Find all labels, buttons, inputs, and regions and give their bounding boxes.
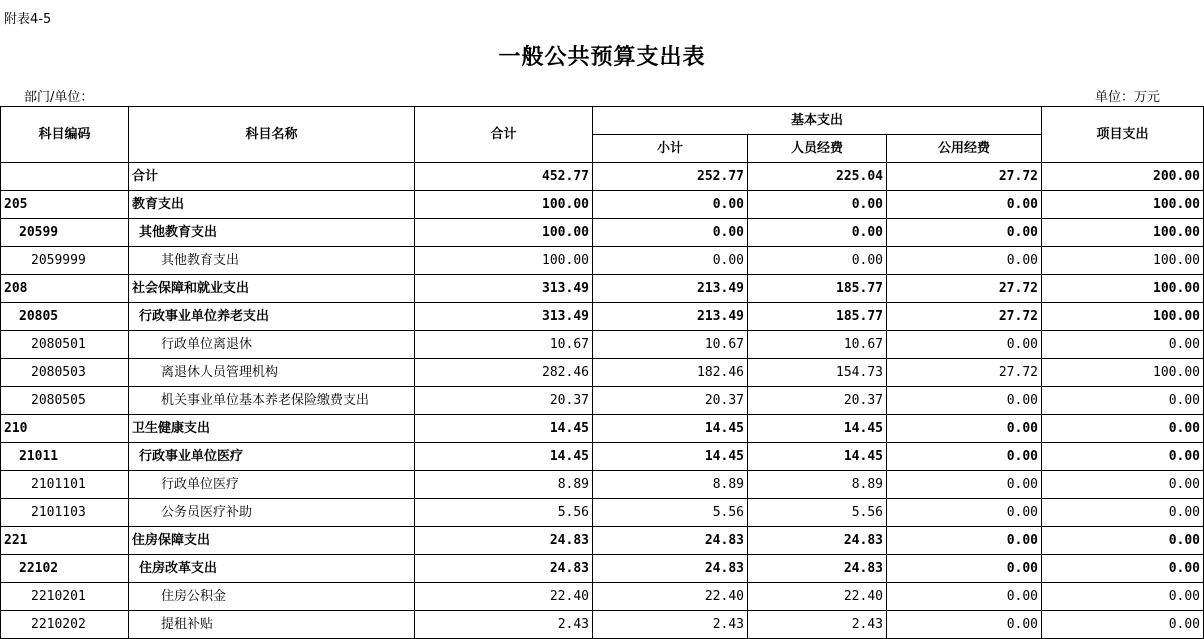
table-row bbox=[1, 331, 1204, 359]
cell-code: 2210202 bbox=[1, 611, 129, 639]
cell-project: 0.00 bbox=[1042, 583, 1204, 611]
cell-personnel: 10.67 bbox=[748, 331, 887, 359]
cell-personnel: 24.83 bbox=[748, 555, 887, 583]
table-row bbox=[1, 219, 1204, 247]
cell-code: 2059999 bbox=[1, 247, 129, 275]
cell-public: 27.72 bbox=[887, 303, 1042, 331]
cell-name: 住房改革支出 bbox=[129, 555, 415, 583]
cell-public: 0.00 bbox=[887, 471, 1042, 499]
cell-total: 10.67 bbox=[415, 331, 593, 359]
cell-code: 20599 bbox=[1, 219, 129, 247]
cell-subtotal: 213.49 bbox=[593, 275, 748, 303]
table-row bbox=[1, 527, 1204, 555]
cell-personnel: 14.45 bbox=[748, 443, 887, 471]
cell-public: 27.72 bbox=[887, 359, 1042, 387]
cell-subtotal: 20.37 bbox=[593, 387, 748, 415]
cell-name: 离退休人员管理机构 bbox=[129, 359, 415, 387]
cell-public: 0.00 bbox=[887, 331, 1042, 359]
cell-total: 14.45 bbox=[415, 443, 593, 471]
cell-subtotal: 24.83 bbox=[593, 527, 748, 555]
cell-personnel: 185.77 bbox=[748, 303, 887, 331]
header-personnel: 人员经费 bbox=[748, 135, 887, 163]
cell-project: 0.00 bbox=[1042, 331, 1204, 359]
annex-label: 附表4-5 bbox=[4, 12, 52, 27]
cell-name: 行政单位离退休 bbox=[129, 331, 415, 359]
cell-project: 100.00 bbox=[1042, 275, 1204, 303]
cell-personnel: 22.40 bbox=[748, 583, 887, 611]
cell-public: 0.00 bbox=[887, 415, 1042, 443]
table-row bbox=[1, 611, 1204, 639]
cell-project: 100.00 bbox=[1042, 247, 1204, 275]
cell-total: 14.45 bbox=[415, 415, 593, 443]
header-total: 合计 bbox=[415, 107, 593, 163]
cell-name: 公务员医疗补助 bbox=[129, 499, 415, 527]
cell-personnel: 5.56 bbox=[748, 499, 887, 527]
cell-subtotal: 0.00 bbox=[593, 247, 748, 275]
cell-subtotal: 252.77 bbox=[593, 163, 748, 191]
cell-total: 24.83 bbox=[415, 555, 593, 583]
header-project: 项目支出 bbox=[1042, 107, 1204, 163]
cell-public: 0.00 bbox=[887, 387, 1042, 415]
cell-name: 合计 bbox=[129, 163, 415, 191]
cell-personnel: 24.83 bbox=[748, 527, 887, 555]
cell-project: 0.00 bbox=[1042, 611, 1204, 639]
cell-total: 313.49 bbox=[415, 303, 593, 331]
cell-project: 200.00 bbox=[1042, 163, 1204, 191]
cell-code: 205 bbox=[1, 191, 129, 219]
cell-name: 行政单位医疗 bbox=[129, 471, 415, 499]
cell-total: 5.56 bbox=[415, 499, 593, 527]
cell-total: 100.00 bbox=[415, 219, 593, 247]
table-row bbox=[1, 443, 1204, 471]
cell-name: 其他教育支出 bbox=[129, 247, 415, 275]
cell-public: 27.72 bbox=[887, 163, 1042, 191]
cell-code: 2080503 bbox=[1, 359, 129, 387]
table-row bbox=[1, 387, 1204, 415]
cell-name: 行政事业单位医疗 bbox=[129, 443, 415, 471]
cell-project: 0.00 bbox=[1042, 443, 1204, 471]
cell-personnel: 0.00 bbox=[748, 219, 887, 247]
cell-name: 住房保障支出 bbox=[129, 527, 415, 555]
cell-total: 2.43 bbox=[415, 611, 593, 639]
cell-total: 282.46 bbox=[415, 359, 593, 387]
cell-code: 2101103 bbox=[1, 499, 129, 527]
cell-subtotal: 213.49 bbox=[593, 303, 748, 331]
cell-name: 机关事业单位基本养老保险缴费支出 bbox=[129, 387, 415, 415]
cell-subtotal: 5.56 bbox=[593, 499, 748, 527]
table-row bbox=[1, 163, 1204, 191]
cell-personnel: 0.00 bbox=[748, 191, 887, 219]
cell-public: 0.00 bbox=[887, 443, 1042, 471]
cell-name: 提租补贴 bbox=[129, 611, 415, 639]
cell-personnel: 2.43 bbox=[748, 611, 887, 639]
cell-public: 0.00 bbox=[887, 499, 1042, 527]
header-name: 科目名称 bbox=[129, 107, 415, 163]
cell-total: 8.89 bbox=[415, 471, 593, 499]
cell-subtotal: 182.46 bbox=[593, 359, 748, 387]
cell-personnel: 8.89 bbox=[748, 471, 887, 499]
cell-name: 卫生健康支出 bbox=[129, 415, 415, 443]
cell-project: 0.00 bbox=[1042, 555, 1204, 583]
cell-code: 210 bbox=[1, 415, 129, 443]
cell-code: 208 bbox=[1, 275, 129, 303]
cell-public: 0.00 bbox=[887, 247, 1042, 275]
cell-name: 其他教育支出 bbox=[129, 219, 415, 247]
cell-project: 0.00 bbox=[1042, 499, 1204, 527]
cell-subtotal: 24.83 bbox=[593, 555, 748, 583]
cell-project: 0.00 bbox=[1042, 415, 1204, 443]
cell-subtotal: 10.67 bbox=[593, 331, 748, 359]
cell-code: 2210201 bbox=[1, 583, 129, 611]
cell-code: 2080505 bbox=[1, 387, 129, 415]
cell-project: 0.00 bbox=[1042, 471, 1204, 499]
budget-expenditure-table bbox=[0, 106, 1204, 639]
cell-code: 221 bbox=[1, 527, 129, 555]
cell-name: 社会保障和就业支出 bbox=[129, 275, 415, 303]
cell-personnel: 14.45 bbox=[748, 415, 887, 443]
cell-name: 行政事业单位养老支出 bbox=[129, 303, 415, 331]
cell-code: 22102 bbox=[1, 555, 129, 583]
cell-project: 0.00 bbox=[1042, 527, 1204, 555]
table-row bbox=[1, 191, 1204, 219]
cell-name: 住房公积金 bbox=[129, 583, 415, 611]
cell-personnel: 154.73 bbox=[748, 359, 887, 387]
cell-project: 0.00 bbox=[1042, 387, 1204, 415]
table-row bbox=[1, 415, 1204, 443]
cell-subtotal: 0.00 bbox=[593, 219, 748, 247]
cell-total: 100.00 bbox=[415, 247, 593, 275]
cell-subtotal: 14.45 bbox=[593, 443, 748, 471]
cell-public: 0.00 bbox=[887, 191, 1042, 219]
table-row bbox=[1, 555, 1204, 583]
cell-public: 0.00 bbox=[887, 583, 1042, 611]
cell-code bbox=[1, 163, 129, 191]
cell-public: 27.72 bbox=[887, 275, 1042, 303]
cell-subtotal: 0.00 bbox=[593, 191, 748, 219]
table-row bbox=[1, 583, 1204, 611]
cell-project: 100.00 bbox=[1042, 219, 1204, 247]
cell-total: 313.49 bbox=[415, 275, 593, 303]
cell-subtotal: 2.43 bbox=[593, 611, 748, 639]
table-row bbox=[1, 275, 1204, 303]
cell-personnel: 20.37 bbox=[748, 387, 887, 415]
cell-public: 0.00 bbox=[887, 555, 1042, 583]
table-row bbox=[1, 499, 1204, 527]
header-basic: 基本支出 bbox=[593, 107, 1042, 135]
header-code: 科目编码 bbox=[1, 107, 129, 163]
table-body bbox=[1, 163, 1204, 639]
cell-public: 0.00 bbox=[887, 611, 1042, 639]
cell-code: 2101101 bbox=[1, 471, 129, 499]
cell-project: 100.00 bbox=[1042, 359, 1204, 387]
cell-total: 24.83 bbox=[415, 527, 593, 555]
cell-subtotal: 8.89 bbox=[593, 471, 748, 499]
cell-total: 452.77 bbox=[415, 163, 593, 191]
cell-name: 教育支出 bbox=[129, 191, 415, 219]
cell-personnel: 185.77 bbox=[748, 275, 887, 303]
cell-subtotal: 22.40 bbox=[593, 583, 748, 611]
cell-personnel: 225.04 bbox=[748, 163, 887, 191]
cell-code: 2080501 bbox=[1, 331, 129, 359]
unit-label: 单位：万元 bbox=[1094, 90, 1160, 105]
cell-public: 0.00 bbox=[887, 527, 1042, 555]
table-row bbox=[1, 359, 1204, 387]
cell-project: 100.00 bbox=[1042, 191, 1204, 219]
cell-total: 100.00 bbox=[415, 191, 593, 219]
cell-total: 20.37 bbox=[415, 387, 593, 415]
header-subtotal: 小计 bbox=[593, 135, 748, 163]
cell-code: 20805 bbox=[1, 303, 129, 331]
table-row bbox=[1, 471, 1204, 499]
department-label: 部门/单位： bbox=[24, 90, 94, 105]
table-row bbox=[1, 303, 1204, 331]
header-public: 公用经费 bbox=[887, 135, 1042, 163]
cell-code: 21011 bbox=[1, 443, 129, 471]
table-row bbox=[1, 247, 1204, 275]
cell-project: 100.00 bbox=[1042, 303, 1204, 331]
cell-total: 22.40 bbox=[415, 583, 593, 611]
page-title: 一般公共预算支出表 bbox=[498, 45, 706, 70]
cell-subtotal: 14.45 bbox=[593, 415, 748, 443]
cell-public: 0.00 bbox=[887, 219, 1042, 247]
cell-personnel: 0.00 bbox=[748, 247, 887, 275]
